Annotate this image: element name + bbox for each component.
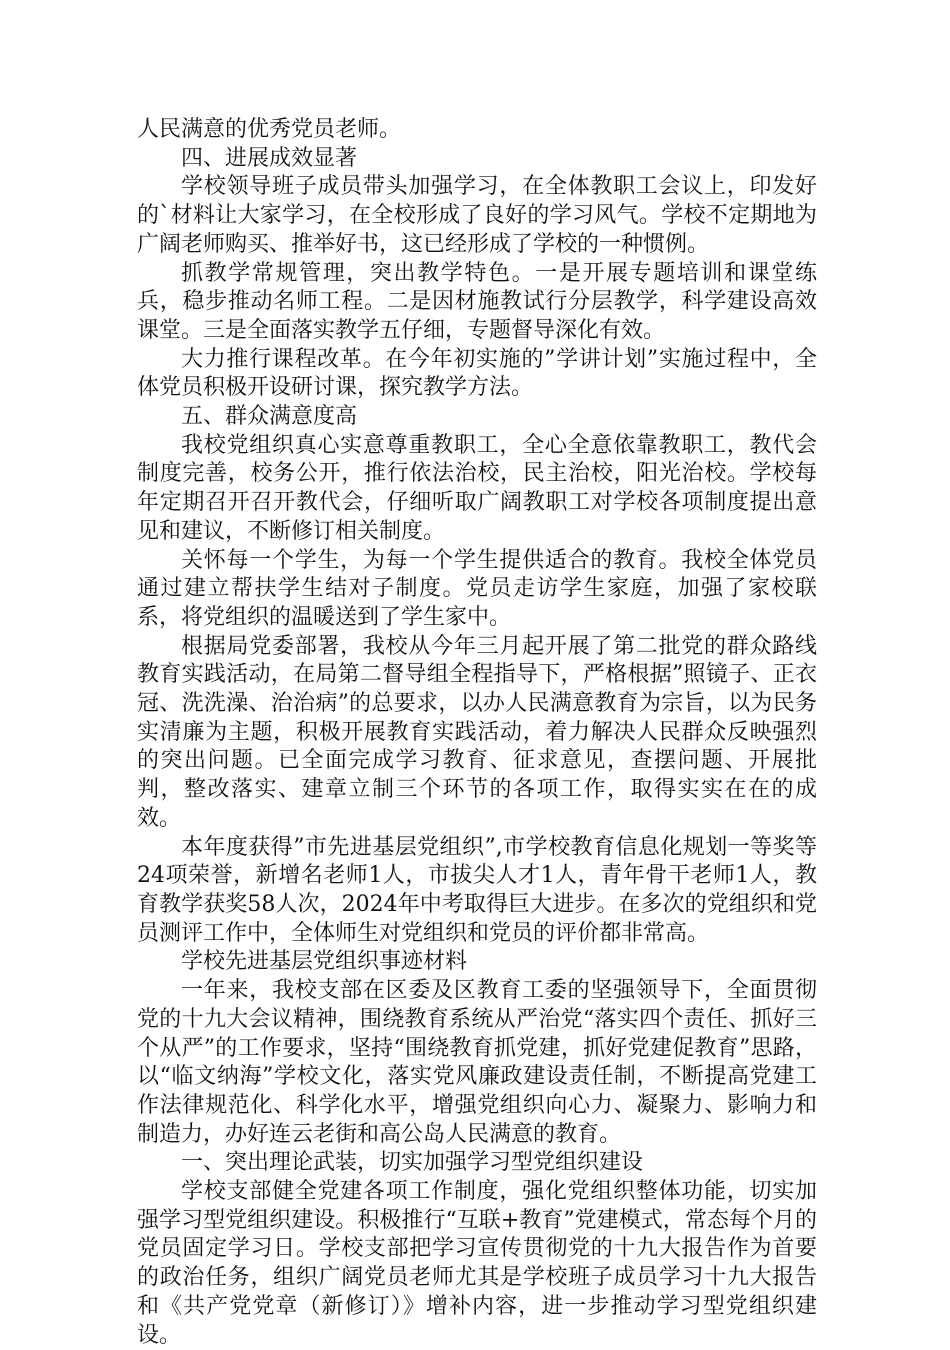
paragraph-continuation: 人民满意的优秀党员老师。 [137,117,402,142]
section-heading-progress: 四、进展成效显著 [181,145,358,171]
paragraph-honors: 本年度获得”市先进基层党组织”,市学校教育信息化规划一等奖等24项荣誉，新增名老师1人，市拔尖人才1人，青年骨干老师1人，教育教学获奖58人次，2024年中考取得巨大进步。在多次的党组织和党员测评工作中，全体师生对党组织和党员的评价都非常高。 [137,834,817,946]
section-heading-theory: 一、突出理论武装，切实加强学习型党组织建设 [181,1150,644,1176]
document-page [137,116,817,1350]
paragraph-curriculum-reform: 大力推行课程改革。在今年初实施的”学讲计划”实施过程中，全体党员积极开设研讨课，探究教学方法。 [137,346,817,401]
paragraph-student-care: 关怀每一个学生，为每一个学生提供适合的教育。我校全体党员通过建立帮扶学生结对子制度。党员走访学生家庭，加强了家校联系，将党组织的温暖送到了学生家中。 [137,547,817,630]
section-heading-satisfaction: 五、群众满意度高 [181,404,358,430]
paragraph-leadership-study: 学校领导班子成员带头加强学习，在全体教职工会议上，印发好的`材料让大家学习，在全校形成了良好的学习风气。学校不定期地为广阔老师购买、推举好书，这已经形成了学校的一种惯例。 [137,174,817,257]
paragraph-year-summary: 一年来，我校支部在区委及区教育工委的坚强领导下，全面贯彻党的十九大会议精神，围绕教育系统从严治党“落实四个责任、抓好三个从严”的工作要求，坚持“围绕教育抓党建，抓好党建促教育”思路，以“临文纳海”学校文化，落实党风廉政建设责任制，不断提高党建工作法律规范化、科学化水平，增强党组织向心力、凝聚力、影响力和制造力，办好连云老街和高公岛人民满意的教育。 [137,978,817,1147]
paragraph-practice-activity: 根据局党委部署，我校从今年三月起开展了第二批党的群众路线教育实践活动，在局第二督导组全程指导下，严格根据”照镜子、正衣冠、洗洗澡、治治病”的总要求，以办人民满意教育为宗旨，以为民务实清廉为主题，积极开展教育实践活动，着力解决人民群众反映强烈的突出问题。已全面完成学习教育、征求意见，查摆问题、开展批判，整改落实、建章立制三个环节的各项工作，取得实实在在的成效。 [137,633,817,831]
paragraph-teaching-routine: 抓教学常规管理，突出教学特色。一是开展专题培训和课堂练兵，稳步推动名师工程。二是因材施教试行分层教学，科学建设高效课堂。三是全面落实教学五仔细，专题督导深化有效。 [137,260,817,343]
paragraph-staff-respect: 我校党组织真心实意尊重教职工，全心全意依靠教职工，教代会制度完善，校务公开，推行依法治校，民主治校，阳光治校。学校每年定期召开召开教代会，仔细听取广阔教职工对学校各项制度提出意见和建议，不断修订相关制度。 [137,432,817,544]
document-subtitle: 学校先进基层党组织事迹材料 [181,949,468,975]
paragraph-learning-organization: 学校支部健全党建各项工作制度，强化党组织整体功能，切实加强学习型党组织建设。积极推行“互联+教育”党建模式，常态每个月的党员固定学习日。学校支部把学习宣传贯彻党的十九大报告作为首要的政治任务，组织广阔党员老师尤其是学校班子成员学习十九大报告和《共产党党章（新修订）》增补内容，进一步推动学习型党组织建设。 [137,1179,817,1348]
